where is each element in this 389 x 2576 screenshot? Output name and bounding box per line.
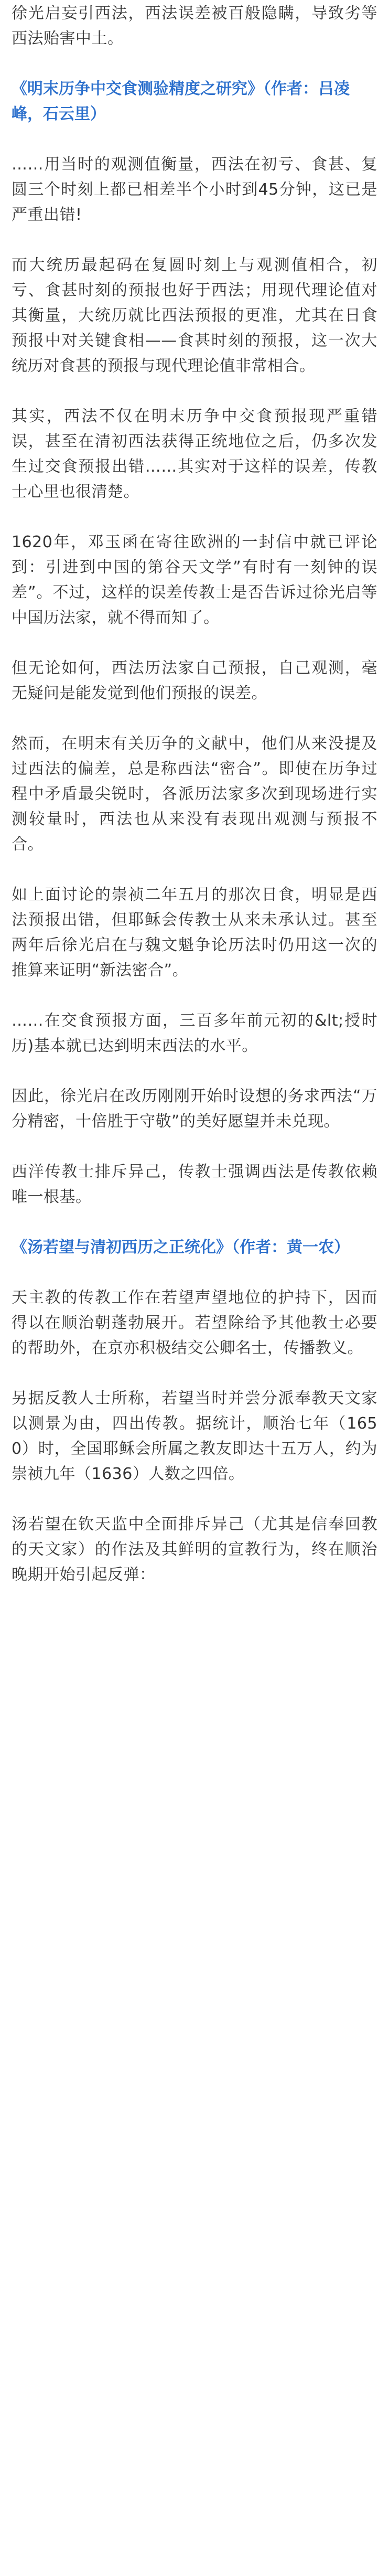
paragraph-spacer — [12, 1487, 377, 1512]
paragraph-spacer — [12, 1361, 377, 1386]
paragraph-spacer — [12, 379, 377, 404]
article-paragraph: 如上面讨论的崇祯二年五月的那次日食，明显是西法预报出错，但耶稣会传教士从来未承认过。甚至两年后徐光启在与魏文魁争论历法时仍用这一次的推算来证明“新法密合”。 — [12, 886, 377, 980]
article-paragraph: 汤若望在钦天监中全面排斥异己（尤其是信奉回教的天文家）的作法及其鲜明的宣教行为，终在顺治晚期开始引起反弹： — [12, 1515, 377, 1584]
paragraph-spacer — [12, 51, 377, 77]
article-paragraph: ……在交食预报方面，三百多年前元初的&lt;授时历)基本就已达到明末西法的水平。 — [12, 1012, 377, 1055]
article-paragraph: 其实，西法不仅在明末历争中交食预报现严重错误，甚至在清初西法获得正统地位之后，仍多次发生过交食预报出错……其实对于这样的误差，传教士心里也很清楚。 — [12, 407, 377, 501]
paragraph-spacer — [12, 1134, 377, 1159]
article-paragraph: 1620年，邓玉函在寄往欧洲的一封信中就已评论到：引进到中国的第谷天文学”有时有一刻钟的误差”。不过，这样的误差传教士是否告诉过徐光启等中国历法家，就不得而知了。 — [12, 533, 377, 627]
article-paragraph: 因此，徐光启在改历刚刚开始时设想的务求西法“万分精密，十倍胜于守敬”的美好愿望并未兑现。 — [12, 1087, 377, 1131]
paragraph-spacer — [12, 706, 377, 731]
article-paragraph: 但无论如何，西法历法家自己预报，自己观测，毫无疑问是能发觉到他们预报的误差。 — [12, 659, 377, 702]
paragraph-spacer — [12, 228, 377, 253]
article-paragraph: 另据反教人士所称，若望当时并尝分派奉教天文家以测景为由，四出传教。据统计，顺治七年（1650）时，全国耶稣会所属之教友即达十五万人，约为崇祯九年（1636）人数之四倍。 — [12, 1389, 377, 1483]
paragraph-spacer — [12, 505, 377, 530]
article-paragraph: 然而，在明末有关历争的文献中，他们从来没提及过西法的偏差，总是称西法“密合”。即使在历争过程中矛盾最尖锐时，各派历法家多次到现场进行实测较量时，西法也从来没有表现出观测与预报不合。 — [12, 735, 377, 854]
article-paragraph: 而大统历最起码在复圆时刻上与观测值相合，初亏、食甚时刻的预报也好于西法；用现代理论值对其衡量，大统历就比西法预报的更准，尤其在日食预报中对关键食相——食甚时刻的预报，这一次大统历对食甚的预报与现代理论值非常相合。 — [12, 256, 377, 375]
article-paragraph: 天主教的传教工作在若望声望地位的护持下，因而得以在顺治朝蓬勃展开。若望除给予其他教士必要的帮助外，在京亦积极结交公卿名士，传播教义。 — [12, 1289, 377, 1357]
section-heading: 《明末历争中交食测验精度之研究》（作者：吕凌峰，石云里） — [12, 80, 350, 123]
section-heading: 《汤若望与清初西历之正统化》（作者：黄一农） — [12, 1238, 350, 1257]
article-paragraph: 徐光启妄引西法，西法误差被百般隐瞒，导致劣等西法贻害中土。 — [12, 4, 377, 48]
paragraph-spacer — [12, 1260, 377, 1285]
paragraph-spacer — [12, 127, 377, 152]
article-paragraph: 西洋传教士排斥异己，传教士强调西法是传教依赖唯一根基。 — [12, 1163, 377, 1206]
paragraph-spacer — [12, 631, 377, 656]
paragraph-spacer — [12, 857, 377, 882]
paragraph-spacer — [12, 1210, 377, 1235]
paragraph-spacer — [12, 983, 377, 1008]
article-paragraph: ……用当时的观测值衡量，西法在初亏、食甚、复圆三个时刻上都已相差半个小时到45分钟，这已是严重出错! — [12, 155, 377, 224]
paragraph-spacer — [12, 1059, 377, 1084]
